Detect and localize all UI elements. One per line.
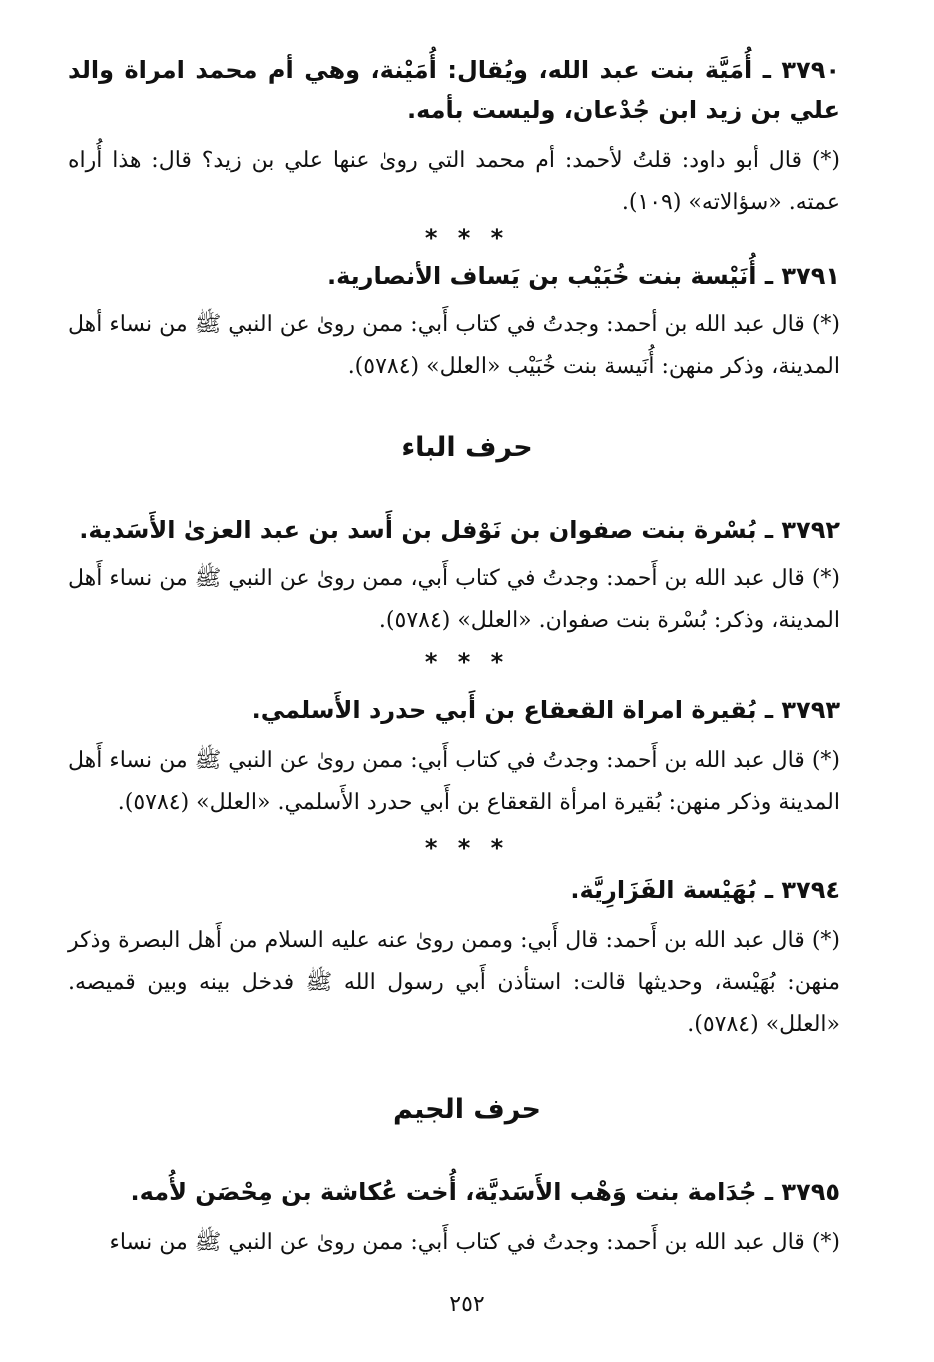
separator-3: * * * bbox=[424, 834, 510, 862]
entry-3794-heading: ٣٧٩٤ ـ بُهَيْسة الفَزَارِيَّة. bbox=[570, 876, 840, 904]
entry-3793-note: (*) قال عبد الله بن أَحمد: وجدتُ في كتاب أَبي: ممن روىٰ عن النبي ﷺ من نساء أَهل المدينة وذكر منهن: بُقيرة امرأة القعقاع بن أَبي حدرد الأَسلمي. «العلل» (٥٧٨٤). bbox=[68, 748, 840, 815]
entry-3790-heading: ٣٧٩٠ ـ أُمَيَّة بنت عبد الله، ويُقال: أُمَيْنة، وهي أم محمد امراة والد علي بن زيد ابن جُدْعان، وليست بأمه. bbox=[68, 56, 840, 124]
entry-3793-heading: ٣٧٩٣ ـ بُقيرة امراة القعقاع بن أَبي حدرد الأَسلمي. bbox=[251, 696, 840, 724]
entry-3791-note: (*) قال عبد الله بن أحمد: وجدتُ في كتاب أَبي: ممن روىٰ عن النبي ﷺ من نساء أهل المدينة، وذكر منهن: أُنَيسة بنت خُبَيْب «العلل» (٥٧٨٤). bbox=[68, 312, 840, 379]
entry-3794-note: (*) قال عبد الله بن أَحمد: قال أَبي: وممن روىٰ عنه عليه السلام من أَهل البصرة وذكر منهن: بُهَيْسة، وحديثها قالت: استأذن أَبي رسول الله ﷺ فدخل بينه وبين قميصه. «العلل» (٥٧٨٤). bbox=[68, 928, 840, 1037]
separator-2: * * * bbox=[424, 648, 510, 676]
entry-3790-note: (*) قال أبو داود: قلتُ لأحمد: أم محمد التي روىٰ عنها علي بن زيد؟ قال: هذا أُراه عمته. «سؤالاته» (١٠٩). bbox=[68, 148, 840, 215]
entry-3791-heading: ٣٧٩١ ـ أُنَيْسة بنت خُبَيْب بن يَساف الأنصارية. bbox=[326, 262, 840, 290]
section-title-ba: حرف الباء bbox=[401, 432, 533, 463]
section-title-jim: حرف الجيم bbox=[392, 1094, 542, 1125]
entry-3792-heading: ٣٧٩٢ ـ بُسْرة بنت صفوان بن نَوْفل بن أَسد بن عبد العزىٰ الأَسَدية. bbox=[79, 516, 840, 544]
separator-1: * * * bbox=[424, 224, 510, 252]
entry-3795-heading: ٣٧٩٥ ـ جُدَامة بنت وَهْب الأَسَديَّة، أُخت عُكاشة بن مِحْصَن لأُمه. bbox=[130, 1178, 840, 1206]
page-number: ٢٥٢ bbox=[449, 1292, 485, 1317]
entry-3795-note: (*) قال عبد الله بن أَحمد: وجدتُ في كتاب أَبي: ممن روىٰ عن النبي ﷺ من نساء bbox=[109, 1230, 840, 1255]
entry-3792-note: (*) قال عبد الله بن أَحمد: وجدتُ في كتاب أَبي، ممن روىٰ عن النبي ﷺ من نساء أَهل المدينة، وذكر: بُسْرة بنت صفوان. «العلل» (٥٧٨٤). bbox=[68, 566, 840, 633]
